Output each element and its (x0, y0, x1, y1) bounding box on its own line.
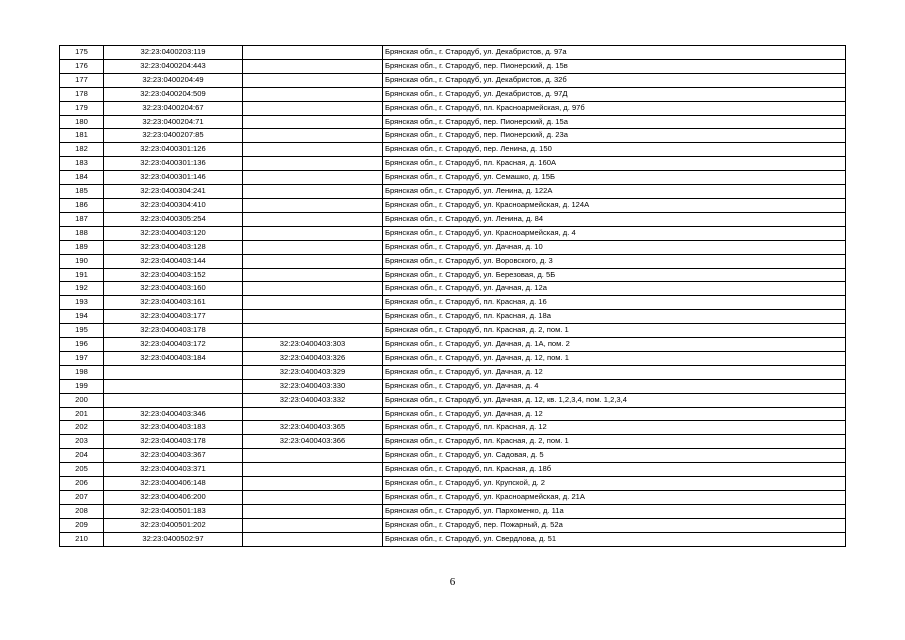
row-number-cell: 199 (60, 379, 104, 393)
table-row (60, 449, 846, 463)
cadastral-number-secondary-cell (243, 254, 383, 268)
table-row (60, 226, 846, 240)
row-number-cell: 200 (60, 393, 104, 407)
cadastral-number-secondary-cell (243, 171, 383, 185)
row-number-cell: 207 (60, 491, 104, 505)
cadastral-number-secondary-cell (243, 268, 383, 282)
row-number-cell: 181 (60, 129, 104, 143)
row-number-cell: 178 (60, 87, 104, 101)
table-row (60, 296, 846, 310)
cadastral-number-secondary-cell (243, 504, 383, 518)
row-number-cell: 183 (60, 157, 104, 171)
row-number-cell: 190 (60, 254, 104, 268)
cadastral-number-cell (104, 379, 243, 393)
cadastral-number-cell: 32:23:0400403:183 (104, 421, 243, 435)
table-row (60, 421, 846, 435)
address-cell: Брянская обл., г. Стародуб, пер. Пионерский, д. 15в (383, 59, 846, 73)
table-row (60, 282, 846, 296)
cadastral-number-secondary-cell (243, 46, 383, 60)
address-cell: Брянская обл., г. Стародуб, ул. Дачная, д. 12 (383, 407, 846, 421)
cadastral-number-cell: 32:23:0400501:183 (104, 504, 243, 518)
cadastral-number-secondary-cell (243, 87, 383, 101)
row-number-cell: 197 (60, 351, 104, 365)
table-row (60, 87, 846, 101)
row-number-cell: 196 (60, 338, 104, 352)
table-row (60, 435, 846, 449)
table-row (60, 463, 846, 477)
row-number-cell: 198 (60, 365, 104, 379)
address-cell: Брянская обл., г. Стародуб, пер. Пожарный, д. 52а (383, 518, 846, 532)
cadastral-number-secondary-cell (243, 240, 383, 254)
cadastral-number-cell: 32:23:0400403:367 (104, 449, 243, 463)
table-row (60, 518, 846, 532)
address-cell: Брянская обл., г. Стародуб, ул. Декабристов, д. 97а (383, 46, 846, 60)
cadastral-number-cell: 32:23:0400502:97 (104, 532, 243, 546)
table-row (60, 171, 846, 185)
cadastral-number-secondary-cell (243, 463, 383, 477)
table-row (60, 351, 846, 365)
address-cell: Брянская обл., г. Стародуб, пл. Красная, д. 12 (383, 421, 846, 435)
table-row (60, 254, 846, 268)
cadastral-number-cell: 32:23:0400403:160 (104, 282, 243, 296)
address-cell: Брянская обл., г. Стародуб, пл. Красная, д. 2, пом. 1 (383, 435, 846, 449)
cadastral-number-cell: 32:23:0400403:346 (104, 407, 243, 421)
cadastral-number-secondary-cell (243, 324, 383, 338)
registry-table-body (60, 46, 846, 547)
cadastral-number-secondary-cell (243, 407, 383, 421)
cadastral-number-secondary-cell: 32:23:0400403:366 (243, 435, 383, 449)
registry-table (59, 45, 846, 547)
address-cell: Брянская обл., г. Стародуб, пл. Красная, д. 18а (383, 310, 846, 324)
row-number-cell: 205 (60, 463, 104, 477)
cadastral-number-secondary-cell (243, 185, 383, 199)
cadastral-number-cell: 32:23:0400304:241 (104, 185, 243, 199)
row-number-cell: 184 (60, 171, 104, 185)
row-number-cell: 210 (60, 532, 104, 546)
cadastral-number-secondary-cell (243, 59, 383, 73)
table-row (60, 324, 846, 338)
cadastral-number-secondary-cell (243, 157, 383, 171)
row-number-cell: 188 (60, 226, 104, 240)
table-row (60, 504, 846, 518)
address-cell: Брянская обл., г. Стародуб, ул. Ленина, д. 84 (383, 212, 846, 226)
cadastral-number-cell: 32:23:0400207:85 (104, 129, 243, 143)
cadastral-number-cell: 32:23:0400501:202 (104, 518, 243, 532)
table-row (60, 379, 846, 393)
row-number-cell: 180 (60, 115, 104, 129)
row-number-cell: 204 (60, 449, 104, 463)
row-number-cell: 186 (60, 198, 104, 212)
cadastral-number-cell (104, 393, 243, 407)
address-cell: Брянская обл., г. Стародуб, ул. Семашко, д. 15Б (383, 171, 846, 185)
address-cell: Брянская обл., г. Стародуб, пл. Красная, д. 16 (383, 296, 846, 310)
cadastral-number-secondary-cell: 32:23:0400403:332 (243, 393, 383, 407)
row-number-cell: 182 (60, 143, 104, 157)
table-row (60, 532, 846, 546)
address-cell: Брянская обл., г. Стародуб, ул. Ленина, д. 122А (383, 185, 846, 199)
address-cell: Брянская обл., г. Стародуб, ул. Красноармейская, д. 4 (383, 226, 846, 240)
table-row (60, 212, 846, 226)
address-cell: Брянская обл., г. Стародуб, ул. Свердлова, д. 51 (383, 532, 846, 546)
cadastral-number-cell: 32:23:0400403:371 (104, 463, 243, 477)
row-number-cell: 175 (60, 46, 104, 60)
table-row (60, 185, 846, 199)
table-row (60, 477, 846, 491)
cadastral-number-secondary-cell (243, 212, 383, 226)
cadastral-number-secondary-cell (243, 491, 383, 505)
table-row (60, 393, 846, 407)
address-cell: Брянская обл., г. Стародуб, ул. Красноармейская, д. 124А (383, 198, 846, 212)
table-row (60, 143, 846, 157)
cadastral-number-cell: 32:23:0400403:120 (104, 226, 243, 240)
cadastral-number-cell: 32:23:0400203:119 (104, 46, 243, 60)
cadastral-number-secondary-cell (243, 198, 383, 212)
cadastral-number-cell: 32:23:0400403:178 (104, 324, 243, 338)
address-cell: Брянская обл., г. Стародуб, ул. Декабристов, д. 97Д (383, 87, 846, 101)
cadastral-number-secondary-cell (243, 73, 383, 87)
table-row (60, 101, 846, 115)
address-cell: Брянская обл., г. Стародуб, ул. Красноармейская, д. 21А (383, 491, 846, 505)
table-row (60, 73, 846, 87)
table-row (60, 115, 846, 129)
cadastral-number-cell: 32:23:0400204:443 (104, 59, 243, 73)
row-number-cell: 201 (60, 407, 104, 421)
cadastral-number-secondary-cell (243, 282, 383, 296)
cadastral-number-cell: 32:23:0400403:172 (104, 338, 243, 352)
table-row (60, 310, 846, 324)
address-cell: Брянская обл., г. Стародуб, ул. Дачная, д. 1А, пом. 2 (383, 338, 846, 352)
address-cell: Брянская обл., г. Стародуб, ул. Дачная, д. 4 (383, 379, 846, 393)
row-number-cell: 192 (60, 282, 104, 296)
address-cell: Брянская обл., г. Стародуб, ул. Дачная, д. 12а (383, 282, 846, 296)
cadastral-number-secondary-cell (243, 477, 383, 491)
cadastral-number-cell: 32:23:0400406:200 (104, 491, 243, 505)
cadastral-number-cell: 32:23:0400403:177 (104, 310, 243, 324)
row-number-cell: 202 (60, 421, 104, 435)
row-number-cell: 189 (60, 240, 104, 254)
cadastral-number-secondary-cell (243, 310, 383, 324)
table-row (60, 407, 846, 421)
cadastral-number-secondary-cell (243, 101, 383, 115)
table-row (60, 240, 846, 254)
cadastral-number-cell (104, 365, 243, 379)
cadastral-number-cell: 32:23:0400204:71 (104, 115, 243, 129)
address-cell: Брянская обл., г. Стародуб, ул. Березовая, д. 5Б (383, 268, 846, 282)
row-number-cell: 176 (60, 59, 104, 73)
cadastral-number-cell: 32:23:0400204:67 (104, 101, 243, 115)
cadastral-number-cell: 32:23:0400403:161 (104, 296, 243, 310)
cadastral-number-secondary-cell (243, 296, 383, 310)
row-number-cell: 206 (60, 477, 104, 491)
cadastral-number-secondary-cell: 32:23:0400403:365 (243, 421, 383, 435)
address-cell: Брянская обл., г. Стародуб, ул. Дачная, д. 12, кв. 1,2,3,4, пом. 1,2,3,4 (383, 393, 846, 407)
cadastral-number-cell: 32:23:0400204:49 (104, 73, 243, 87)
row-number-cell: 185 (60, 185, 104, 199)
cadastral-number-secondary-cell: 32:23:0400403:330 (243, 379, 383, 393)
cadastral-number-secondary-cell (243, 449, 383, 463)
cadastral-number-secondary-cell: 32:23:0400403:303 (243, 338, 383, 352)
table-row (60, 491, 846, 505)
table-row (60, 268, 846, 282)
cadastral-number-secondary-cell (243, 129, 383, 143)
cadastral-number-secondary-cell (243, 143, 383, 157)
cadastral-number-cell: 32:23:0400403:178 (104, 435, 243, 449)
table-row (60, 59, 846, 73)
row-number-cell: 195 (60, 324, 104, 338)
table-row (60, 157, 846, 171)
address-cell: Брянская обл., г. Стародуб, ул. Дачная, д. 10 (383, 240, 846, 254)
table-row (60, 338, 846, 352)
address-cell: Брянская обл., г. Стародуб, ул. Крупской, д. 2 (383, 477, 846, 491)
cadastral-number-cell: 32:23:0400304:410 (104, 198, 243, 212)
address-cell: Брянская обл., г. Стародуб, пер. Пионерский, д. 23а (383, 129, 846, 143)
table-row (60, 46, 846, 60)
address-cell: Брянская обл., г. Стародуб, пл. Красная, д. 18б (383, 463, 846, 477)
table-row (60, 198, 846, 212)
address-cell: Брянская обл., г. Стародуб, пл. Красная, д. 2, пом. 1 (383, 324, 846, 338)
row-number-cell: 208 (60, 504, 104, 518)
address-cell: Брянская обл., г. Стародуб, ул. Дачная, д. 12 (383, 365, 846, 379)
cadastral-number-cell: 32:23:0400403:144 (104, 254, 243, 268)
address-cell: Брянская обл., г. Стародуб, пер. Пионерский, д. 15а (383, 115, 846, 129)
address-cell: Брянская обл., г. Стародуб, пл. Красноармейская, д. 97б (383, 101, 846, 115)
row-number-cell: 177 (60, 73, 104, 87)
cadastral-number-secondary-cell: 32:23:0400403:329 (243, 365, 383, 379)
cadastral-number-secondary-cell (243, 518, 383, 532)
address-cell: Брянская обл., г. Стародуб, ул. Садовая, д. 5 (383, 449, 846, 463)
address-cell: Брянская обл., г. Стародуб, ул. Декабристов, д. 32б (383, 73, 846, 87)
cadastral-number-cell: 32:23:0400406:148 (104, 477, 243, 491)
row-number-cell: 209 (60, 518, 104, 532)
row-number-cell: 194 (60, 310, 104, 324)
row-number-cell: 179 (60, 101, 104, 115)
cadastral-number-cell: 32:23:0400301:126 (104, 143, 243, 157)
cadastral-number-cell: 32:23:0400403:152 (104, 268, 243, 282)
row-number-cell: 203 (60, 435, 104, 449)
cadastral-number-secondary-cell (243, 532, 383, 546)
cadastral-number-cell: 32:23:0400403:128 (104, 240, 243, 254)
table-row (60, 129, 846, 143)
cadastral-number-secondary-cell (243, 226, 383, 240)
address-cell: Брянская обл., г. Стародуб, пл. Красная, д. 160А (383, 157, 846, 171)
cadastral-number-cell: 32:23:0400403:184 (104, 351, 243, 365)
row-number-cell: 193 (60, 296, 104, 310)
page-number: 6 (449, 576, 456, 588)
cadastral-number-cell: 32:23:0400301:136 (104, 157, 243, 171)
cadastral-number-secondary-cell (243, 115, 383, 129)
cadastral-number-cell: 32:23:0400305:254 (104, 212, 243, 226)
row-number-cell: 191 (60, 268, 104, 282)
address-cell: Брянская обл., г. Стародуб, ул. Пархоменко, д. 11а (383, 504, 846, 518)
cadastral-number-secondary-cell: 32:23:0400403:326 (243, 351, 383, 365)
cadastral-number-cell: 32:23:0400204:509 (104, 87, 243, 101)
address-cell: Брянская обл., г. Стародуб, ул. Дачная, д. 12, пом. 1 (383, 351, 846, 365)
table-row (60, 365, 846, 379)
address-cell: Брянская обл., г. Стародуб, ул. Воровского, д. 3 (383, 254, 846, 268)
cadastral-number-cell: 32:23:0400301:146 (104, 171, 243, 185)
row-number-cell: 187 (60, 212, 104, 226)
address-cell: Брянская обл., г. Стародуб, пер. Ленина, д. 150 (383, 143, 846, 157)
